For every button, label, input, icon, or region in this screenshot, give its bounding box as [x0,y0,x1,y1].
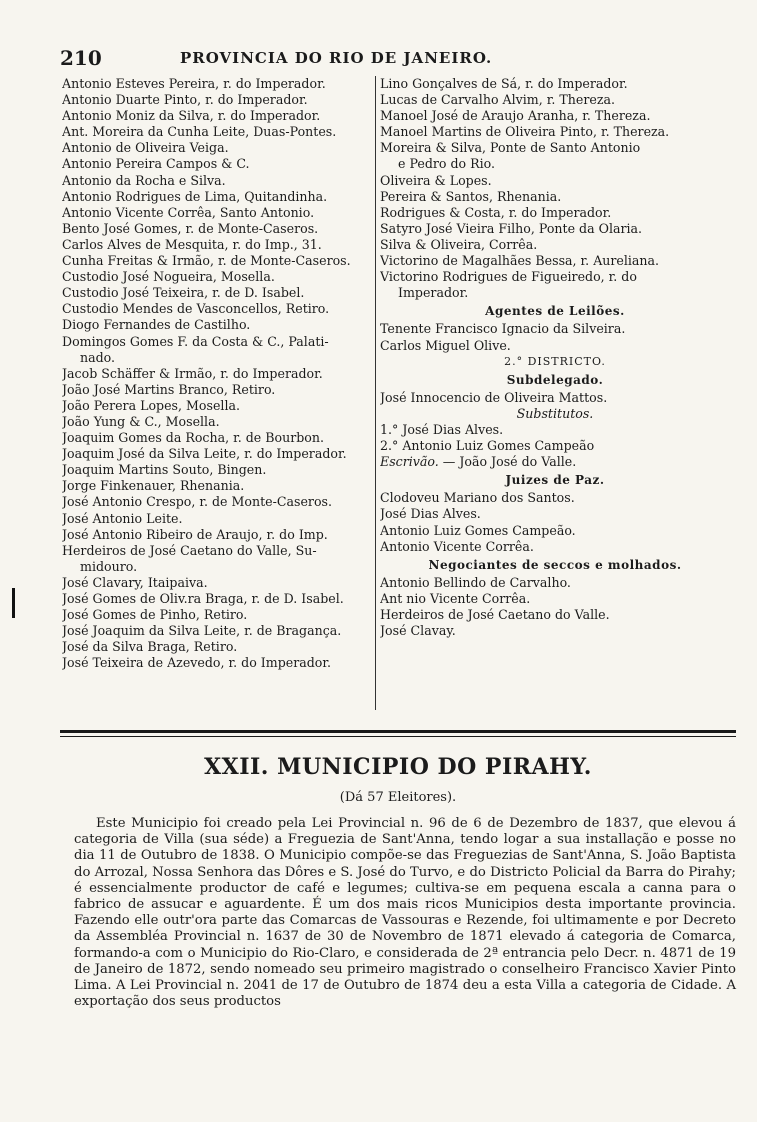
list-item: Bento José Gomes, r. de Monte-Caseros. [62,220,319,236]
list-item: José Innocencio de Oliveira Mattos. [380,389,608,405]
list-item: Oliveira & Lopes. [380,172,492,188]
running-title: PROVINCIA DO RIO DE JANEIRO. [180,49,493,67]
list-item: Domingos Gomes F. da Costa & C., Palati- [62,333,329,349]
section-title: XXII. MUNICIPIO DO PIRAHY. [204,754,592,780]
page-number: 210 [60,46,102,70]
page-header [60,46,730,74]
list-item: Carlos Miguel Olive. [380,337,511,353]
section-rule [60,730,736,738]
judges-heading: Juizes de Paz. [505,473,605,488]
list-item: Antonio da Rocha e Silva. [62,172,226,188]
rule-thin [60,736,736,737]
list-item: Diogo Fernandes de Castilho. [62,317,251,333]
clerk-label: Escrivão. [380,454,439,470]
list-item: Victorino Rodrigues de Figueiredo, r. do [380,269,637,285]
list-item: Antonio Vicente Corrêa, Santo Antonio. [62,204,315,220]
list-item: Ant nio Vicente Corrêa. [380,590,531,606]
auction-agents-heading: Agentes de Leilões. [485,304,625,319]
list-item: Antonio Luiz Gomes Campeão. [380,522,576,538]
list-item: Tenente Francisco Ignacio da Silveira. [380,321,626,337]
clerk-name: — João José do Valle. [438,454,577,470]
list-item: José Antonio Leite. [62,510,183,526]
substitutes-heading: Substitutos. [516,405,594,421]
list-item: 1.° José Dias Alves. [380,421,504,437]
list-item: José Teixeira de Azevedo, r. do Imperador. [62,655,332,671]
list-item: Moreira & Silva, Ponte de Santo Antonio [380,140,641,156]
list-item: Joaquim José da Silva Leite, r. do Imperador. [62,446,347,462]
list-item: Herdeiros de José Caetano do Valle. [380,607,610,622]
list-item: Victorino de Magalhães Bessa, r. Aureliana. [380,253,660,269]
voters-note: (Dá 57 Eleitores). [339,790,457,805]
directory-left-column [62,76,374,671]
list-item: Lucas de Carvalho Alvim, r. Thereza. [380,92,615,108]
list-item-continuation: Imperador. [398,285,469,301]
list-item: Manoel José de Araujo Aranha, r. Thereza. [380,108,651,124]
rule-thick [60,730,736,733]
list-item: José Gomes de Pinho, Retiro. [62,607,248,623]
list-item: Manoel Martins de Oliveira Pinto, r. Thereza. [380,124,670,140]
list-item: Custodio José Teixeira, r. de D. Isabel. [62,285,305,301]
list-item: Antonio de Oliveira Veiga. [62,140,229,156]
body-text [74,816,736,1010]
list-item: Joaquim Gomes da Rocha, r. de Bourbon. [62,430,324,446]
list-item: Jacob Schäffer & Irmão, r. do Imperador. [62,365,323,381]
list-item: João Yung & C., Mosella. [62,413,220,429]
traders-heading: Negociantes de seccos e molhados. [428,557,682,572]
list-item-continuation: e Pedro do Rio. [398,156,496,172]
list-item: Clodoveu Mariano dos Santos. [380,490,575,506]
list-item: Rodrigues & Costa, r. do Imperador. [380,204,612,220]
list-item: Antonio Pereira Campos & C. [62,156,250,172]
subdelegate-heading: Subdelegado. [506,372,604,387]
list-item: José Antonio Ribeiro de Araujo, r. do Imp. [62,526,328,542]
list-item: Cunha Freitas & Irmão, r. de Monte-Caseros. [62,253,351,269]
list-item: Joaquim Martins Souto, Bingen. [62,462,267,478]
list-item: Satyro José Vieira Filho, Ponte da Olaria. [380,220,643,236]
list-item: José Clavay. [380,623,456,639]
list-item: João José Martins Branco, Retiro. [62,381,276,397]
list-item: Antonio Bellindo de Carvalho. [380,574,571,590]
list-item: Antonio Vicente Corrêa. [380,538,534,554]
list-item-continuation: midouro. [80,558,138,574]
list-item: Jorge Finkenauer, Rhenania. [62,478,245,494]
directory-right-column [380,76,730,639]
list-item: Custodio José Nogueira, Mosella. [62,269,275,285]
list-item: José da Silva Braga, Retiro. [62,639,238,655]
list-item: 2.° Antonio Luiz Gomes Campeão [380,438,595,454]
list-item: Antonio Duarte Pinto, r. do Imperador. [62,92,308,108]
list-item: José Antonio Crespo, r. de Monte-Caseros. [62,494,332,510]
column-divider [375,76,376,710]
list-item: Lino Gonçalves de Sá, r. do Imperador. [380,76,628,91]
list-item: Antonio Rodrigues de Lima, Quitandinha. [62,188,328,204]
list-item: Ant. Moreira da Cunha Leite, Duas-Pontes. [62,124,337,140]
margin-mark [12,588,15,618]
list-item: Antonio Moniz da Silva, r. do Imperador. [62,108,321,124]
list-item: Custodio Mendes de Vasconcellos, Retiro. [62,301,330,317]
list-item: José Gomes de Oliv.ra Braga, r. de D. Isabel. [62,591,344,606]
clerk-line [380,454,730,470]
list-item: José Clavary, Itaipaiva. [62,574,208,590]
list-item-continuation: nado. [80,349,116,365]
directory-listing [62,76,732,712]
body-paragraph: Este Municipio foi creado pela Lei Provincial n. 96 de 6 de Dezembro de 1837, que elevou á categoria de Villa (sua séde) a Freguezia de Sant'Anna, tendo logar a sua installação e posse no dia 11 de Outubro de 1838. O Municipio compõe-se das Freguezias de Sant'Anna, S. João Baptista do Arrozal, Nossa Senhora das Dôres e S. José do Turvo, e do Districto Policial da Barra do Pirahy; é essencialmente productor de café e legumes; cultiva-se em pequena escala a canna para o fabrico de assucar e aguardente. É um dos mais ricos Municipios desta importante provincia. Fazendo elle outr'ora parte das Comarcas de Vassouras e Rezende, foi ultimamente e por Decreto da Assembléa Provincial n. 1637 de 30 de Novembro de 1871 elevado á categoria de Comarca, formando-a com o Municipio do Rio-Claro, e considerada de 2ª entrancia pelo Decr. n. 4871 de 19 de Janeiro de 1872, sendo nomeado seu primeiro magistrado o conselheiro Francisco Xavier Pinto Lima. A Lei Provincial n. 2041 de 17 de Outubro de 1874 deu a esta Villa a categoria de Cidade. A exportação dos seus productos [74,816,736,1010]
list-item: José Joaquim da Silva Leite, r. de Bragança. [62,623,342,639]
list-item: José Dias Alves. [380,506,481,522]
list-item: Antonio Esteves Pereira, r. do Imperador. [62,76,326,91]
list-item: João Perera Lopes, Mosella. [62,397,240,413]
list-item: Herdeiros de José Caetano do Valle, Su- [62,542,317,558]
list-item: Silva & Oliveira, Corrêa. [380,236,538,252]
district-heading: 2.° DISTRICTO. [504,354,606,368]
list-item: Pereira & Santos, Rhenania. [380,188,562,204]
list-item: Carlos Alves de Mesquita, r. do Imp., 31. [62,236,322,252]
